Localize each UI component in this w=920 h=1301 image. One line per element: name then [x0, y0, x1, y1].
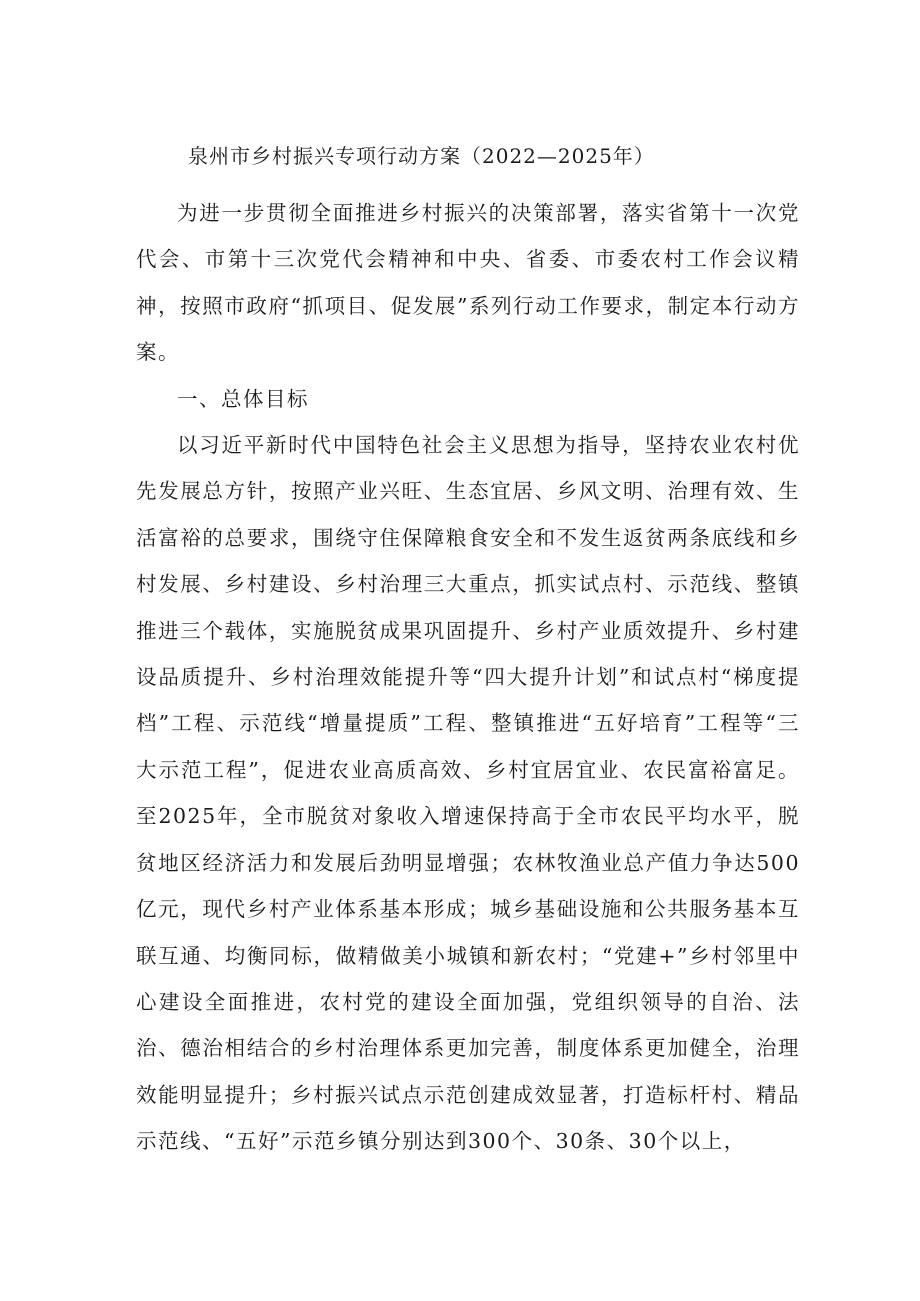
intro-paragraph: 为进一步贯彻全面推进乡村振兴的决策部署，落实省第十一次党代会、市第十三次党代会精神和中央、省委、市委农村工作会议精神，按照市政府“抓项目、促发展”系列行动工作要求，制定本行动方案。	[136, 201, 800, 365]
document-body	[136, 190, 800, 1165]
goals-paragraph: 以习近平新时代中国特色社会主义思想为指导，坚持农业农村优先发展总方针，按照产业兴旺、生态宜居、乡风文明、治理有效、生活富裕的总要求，围绕守住保障粮食安全和不发生返贫两条底线和乡村发展、乡村建设、乡村治理三大重点，抓实试点村、示范线、整镇推进三个载体，实施脱贫成果巩固提升、乡村产业质效提升、乡村建设品质提升、乡村治理效能提升等“四大提升计划”和试点村“梯度提档”工程、示范线“增量提质”工程、整镇推进“五好培育”工程等“三大示范工程”，促进农业高质高效、乡村宜居宜业、农民富裕富足。至2025年，全市脱贫对象收入增速保持高于全市农民平均水平，脱贫地区经济活力和发展后劲明显增强；农林牧渔业总产值力争达500亿元，现代乡村产业体系基本形成；城乡基础设施和公共服务基本互联互通、均衡同标，做精做美小城镇和新农村；“党建+”乡村邻里中心建设全面推进，农村党的建设全面加强，党组织领导的自治、法治、德治相结合的乡村治理体系更加完善，制度体系更加健全，治理效能明显提升；乡村振兴试点示范创建成效显著，打造标杆村、精品示范线、“五好”示范乡镇分别达到300个、30条、30个以上，	[136, 433, 800, 1154]
section-heading-overall-goals: 一、总体目标	[177, 386, 309, 411]
document-title: 泉州市乡村振兴专项行动方案（2022—2025年）	[188, 144, 655, 168]
